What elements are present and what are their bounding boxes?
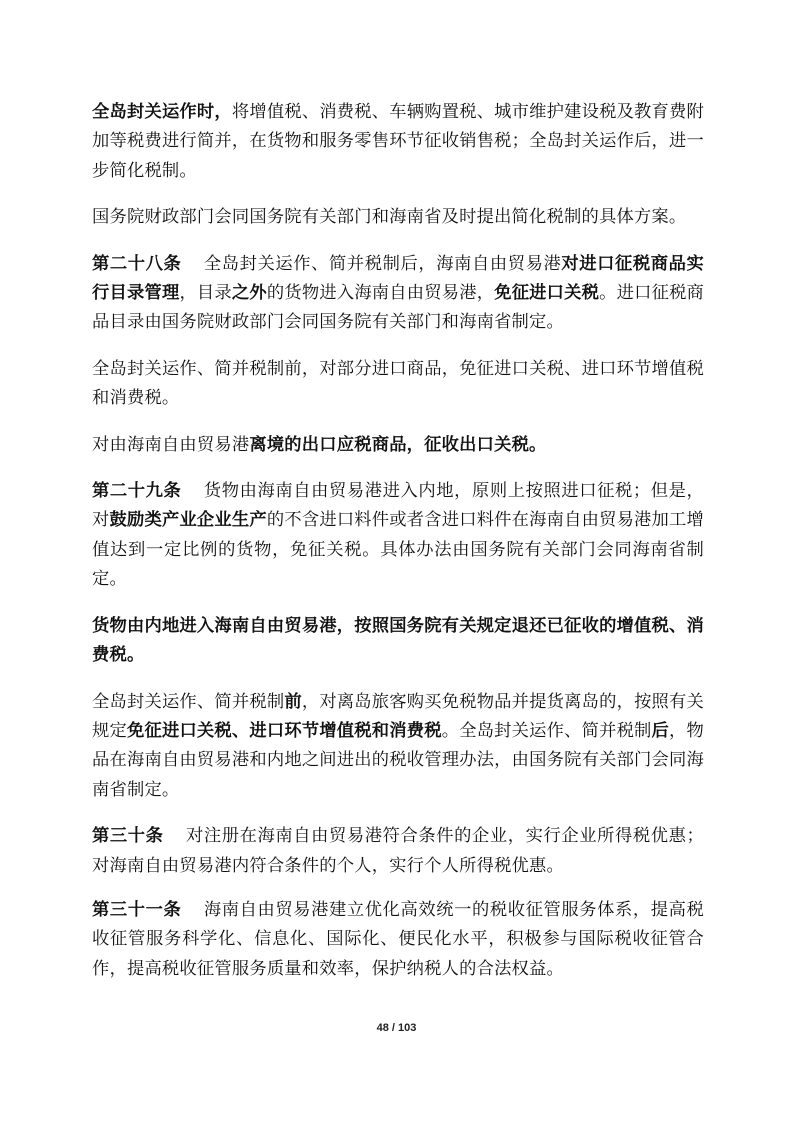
body-text: 国务院财政部门会同国务院有关部门和海南省及时提出简化税制的具体方案。 bbox=[92, 207, 687, 228]
body-text: 对由海南自由贸易港 bbox=[92, 434, 250, 455]
paragraph-tax-simplification-plan bbox=[92, 203, 704, 232]
article-30-paragraph bbox=[92, 822, 704, 881]
body-text: 全岛封关运作、简并税制前，对部分进口商品，免征进口关税、进口环节增值税和消费税。 bbox=[92, 358, 704, 409]
bold-text: 前 bbox=[284, 691, 302, 712]
paragraph-pre-closure-exemption bbox=[92, 355, 704, 414]
body-text: 。进口征税商品目录由国务院财政部门会同国务院有关部门和海南省制定。 bbox=[92, 283, 705, 333]
bold-text: 之外 bbox=[231, 283, 267, 304]
bold-text: 免征进口关税 bbox=[494, 283, 600, 304]
bold-text: 对进口征税商品实行目录管理 bbox=[92, 253, 704, 304]
bold-text: 离境的出口应税商品，征收出口关税。 bbox=[249, 434, 547, 455]
bold-text: 鼓励类产业企业生产 bbox=[109, 510, 267, 531]
article-number: 第三十一条 bbox=[92, 899, 182, 920]
body-text: 将增值税、消费税、车辆购置税、城市维护建设税及教育费附加等税费进行简并，在货物和服务零售环节征收销售税；全岛封关运作后，进一步简化税制。 bbox=[92, 102, 704, 181]
paragraph-export-duty bbox=[92, 431, 704, 460]
body-text: 海南自由贸易港建立优化高效统一的税收征管服务体系，提高税收征管服务科学化、信息化、国际化、便民化水平，积极参与国际税收征管合作，提高税收征管服务质量和效率，保护纳税人的合法权益。 bbox=[92, 899, 704, 979]
body-text: ，目录 bbox=[179, 283, 232, 304]
page-number: 48 / 103 bbox=[376, 1022, 417, 1034]
paragraph-duty-free-shopping bbox=[92, 688, 704, 806]
body-text: ，对离岛旅客购买免税物品并提货离岛的，按照有关规定 bbox=[92, 691, 705, 741]
article-29-paragraph bbox=[92, 477, 704, 595]
bold-text: 后 bbox=[651, 720, 670, 741]
paragraph-tax-refund bbox=[92, 612, 704, 671]
article-number: 第三十条 bbox=[92, 826, 164, 847]
article-31-paragraph bbox=[92, 896, 704, 984]
article-number: 第二十九条 bbox=[92, 481, 182, 502]
body-text: 货物由海南自由贸易港进入内地，原则上按照进口征税；但是，对 bbox=[92, 481, 704, 531]
body-text: 全岛封关运作、简并税制后，海南自由贸易港 bbox=[203, 253, 562, 274]
document-page bbox=[92, 98, 704, 1001]
bold-text: 免征进口关税、进口环节增值税和消费税 bbox=[126, 720, 442, 741]
article-28-paragraph bbox=[92, 250, 704, 338]
paragraph-sales-tax bbox=[92, 98, 704, 186]
body-text: 的不含进口料件或者含进口料件在海南自由贸易港加工增值达到一定比例的货物，免征关税。具体办法由国务院有关部门会同海南省制定。 bbox=[92, 510, 704, 590]
body-text: 的货物进入海南自由贸易港， bbox=[266, 283, 495, 304]
body-text: 。全岛封关运作、简并税制 bbox=[441, 720, 652, 741]
body-text: ，物品在海南自由贸易港和内地之间进出的税收管理办法，由国务院有关部门会同海南省制定。 bbox=[92, 720, 705, 800]
bold-text: 全岛封关运作时， bbox=[92, 102, 232, 122]
bold-text: 货物由内地进入海南自由贸易港，按照国务院有关规定退还已征收的增值税、消费税。 bbox=[92, 615, 704, 666]
article-number: 第二十八条 bbox=[92, 253, 182, 274]
body-text: 全岛封关运作、简并税制 bbox=[92, 691, 285, 712]
body-text: 对注册在海南自由贸易港符合条件的企业，实行企业所得税优惠；对海南自由贸易港内符合条件的个人，实行个人所得税优惠。 bbox=[92, 826, 704, 876]
